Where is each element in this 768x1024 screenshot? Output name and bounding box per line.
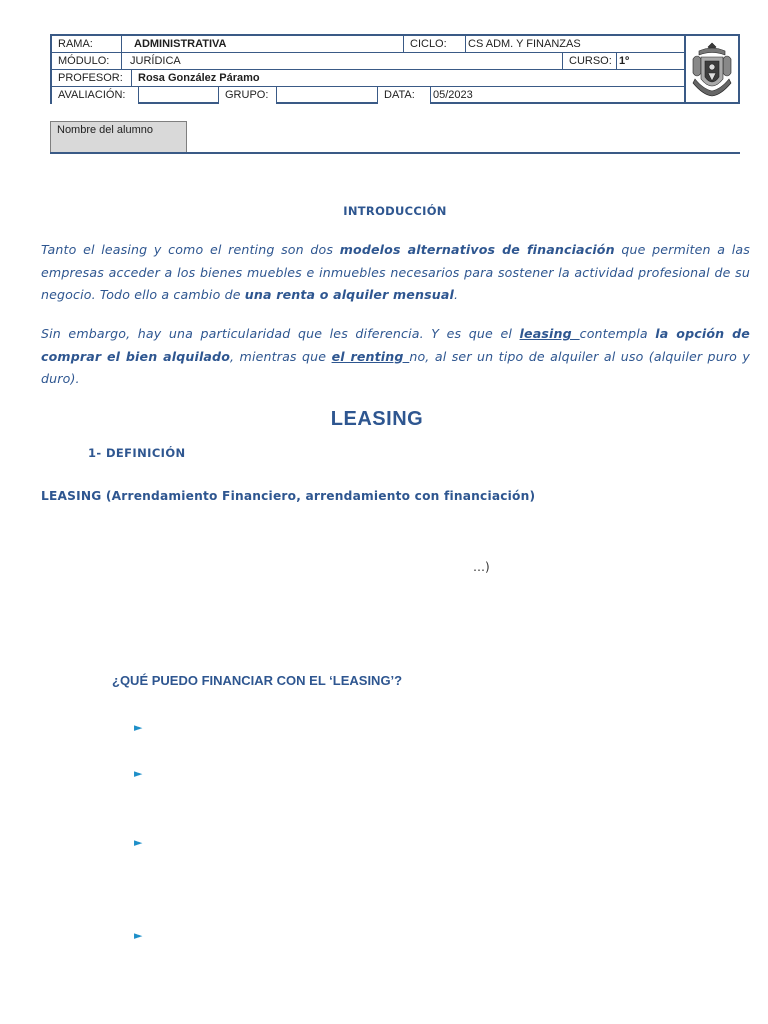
intro-title: INTRODUCCIÓN [343, 204, 447, 218]
header-row-modulo [52, 53, 686, 70]
intro-p2-bold-option: la opción de comprar el bien alquilado [41, 326, 750, 364]
coat-of-arms-icon [689, 39, 735, 99]
ciclo-label: CICLO: [404, 36, 466, 53]
bullet-arrow-icon: ► [134, 836, 143, 849]
grupo-label: GRUPO: [219, 87, 277, 104]
profesor-label: PROFESOR: [52, 70, 132, 87]
bullet-arrow-icon: ► [134, 929, 143, 942]
intro-p1-text-a: Tanto el leasing y como el renting son dos [41, 242, 340, 257]
intro-p2-text-g: no, al ser un tipo de alquiler al uso (alquiler puro y duro). [41, 348, 750, 386]
rama-value: ADMINISTRATIVA [122, 36, 404, 53]
intro-p2-text-a: Sin embargo, hay una particularidad que les diferencia. Y es que el [41, 326, 520, 341]
intro-p1-bold-rent: una renta o alquiler mensual [244, 287, 454, 302]
grupo-value [277, 87, 378, 104]
header-row-profesor [52, 70, 686, 87]
intro-p1-text-e: . [453, 287, 459, 302]
bullet-arrow-icon: ► [134, 721, 143, 734]
modulo-value: JURÍDICA [122, 53, 563, 70]
data-value: 05/2023 [431, 87, 686, 104]
student-name-label: Nombre del alumno [50, 121, 187, 153]
leasing-title: LEASING [330, 408, 424, 430]
curso-label: CURSO: [563, 53, 617, 70]
rama-label: RAMA: [52, 36, 122, 53]
bullet-arrow-icon: ► [134, 767, 143, 780]
data-label: DATA: [378, 87, 431, 104]
intro-p2-text-c: contempla [579, 326, 656, 341]
intro-paragraph-1 [41, 239, 750, 307]
intro-p2-leasing-underlined: leasing [519, 326, 580, 341]
intro-p1-text-c: que permiten a las empresas acceder a los bienes muebles e inmuebles necesarios para sostener la actividad profesional de su negocio. Todo ello a cambio de [41, 242, 750, 302]
intro-paragraph-2 [41, 323, 750, 391]
intro-p1-bold-models: modelos alternativos de financiación [339, 242, 615, 257]
avaliacion-value [139, 87, 219, 104]
ellipsis-text: …) [473, 560, 490, 574]
intro-p2-renting-underlined: el renting [331, 348, 410, 364]
logo-box [684, 36, 738, 102]
student-name-underline [50, 152, 740, 154]
header-row-avaliacion [52, 87, 686, 104]
header-form-table [50, 34, 740, 104]
question-heading: ¿QUÉ PUEDO FINANCIAR CON EL ‘LEASING’? [112, 673, 403, 688]
header-row-rama [52, 36, 686, 53]
curso-value: 1º [617, 53, 686, 70]
leasing-subtitle: LEASING (Arrendamiento Financiero, arrendamiento con financiación) [41, 489, 536, 503]
modulo-label: MÓDULO: [52, 53, 122, 70]
section-definicion-heading: 1- DEFINICIÓN [88, 446, 186, 460]
profesor-value: Rosa González Páramo [132, 70, 686, 87]
intro-p2-text-e: , mientras que [230, 348, 332, 364]
avaliacion-label: AVALIACIÓN: [52, 87, 139, 104]
ciclo-value: CS ADM. Y FINANZAS [466, 36, 686, 53]
